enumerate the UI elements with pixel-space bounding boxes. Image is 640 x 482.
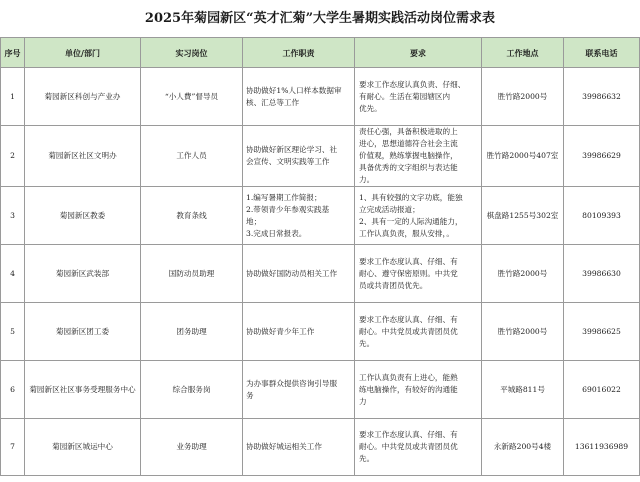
table-row — [1, 245, 640, 303]
cell-position: 综合服务岗 — [141, 361, 243, 419]
cell-requirements-line: 耐心、遵守保密原则。中共党 — [359, 268, 458, 278]
cell-location: 胜竹路2000号407室 — [482, 126, 564, 187]
cell-duties — [243, 361, 355, 419]
table-row — [1, 126, 640, 187]
cell-no: 2 — [1, 126, 25, 187]
header-duties: 工作职责 — [243, 38, 355, 68]
cell-phone: 39986629 — [564, 126, 640, 187]
cell-phone: 69016022 — [564, 361, 640, 419]
table-row — [1, 419, 640, 476]
cell-duties-line: 1.编写暑期工作简报； — [246, 192, 322, 202]
cell-requirements-line: 立完成活动报道； — [359, 204, 420, 214]
cell-duties-line: 会宣传、文明实践等工作 — [246, 157, 330, 166]
cell-duties-line: 协助做好1%人口样本数据审 — [246, 85, 342, 95]
cell-position: 国防动员助理 — [141, 245, 243, 303]
cell-requirements — [355, 361, 482, 419]
cell-requirements — [355, 245, 482, 303]
cell-duties-line: 协助做好新区理论学习、社 — [246, 145, 338, 154]
cell-unit: 菊园新区城运中心 — [25, 419, 141, 476]
cell-position: “小人費”督导员 — [141, 68, 243, 126]
cell-unit: 菊园新区团工委 — [25, 303, 141, 361]
cell-location: 平城路811号 — [482, 361, 564, 419]
cell-requirements-line: 要求工作态度认真、仔细、有 — [359, 430, 458, 439]
cell-position: 团务助理 — [141, 303, 243, 361]
cell-requirements-line: 先。 — [359, 338, 375, 348]
cell-requirements-line: 进心，思想道德符合社会主流 — [359, 139, 458, 148]
cell-duties — [243, 187, 355, 245]
cell-location: 胜竹路2000号 — [482, 68, 564, 126]
header-location: 工作地点 — [482, 38, 564, 68]
cell-unit: 菊园新区社区事务受理服务中心 — [25, 361, 141, 419]
header-phone: 联系电话 — [564, 38, 640, 68]
header-position: 实习岗位 — [141, 38, 243, 68]
cell-no: 6 — [1, 361, 25, 419]
table-row — [1, 361, 640, 419]
job-demand-table — [0, 37, 640, 476]
cell-unit: 菊园新区教委 — [25, 187, 141, 245]
cell-requirements — [355, 187, 482, 245]
cell-duties — [243, 419, 355, 476]
cell-phone: 13611936989 — [564, 419, 640, 476]
cell-unit: 菊园新区科创与产业办 — [25, 68, 141, 126]
cell-requirements — [355, 419, 482, 476]
cell-requirements-line: 员或共青团员优先。 — [359, 280, 428, 290]
cell-no: 4 — [1, 245, 25, 303]
table-row — [1, 187, 640, 245]
cell-phone: 39986632 — [564, 68, 640, 126]
cell-location: 棋盘路1255号302室 — [482, 187, 564, 245]
cell-no: 7 — [1, 419, 25, 476]
cell-position: 教育条线 — [141, 187, 243, 245]
cell-no: 3 — [1, 187, 25, 245]
table-row — [1, 68, 640, 126]
cell-requirements-line: 耐心。中共党员或共青团员优 — [359, 326, 458, 336]
cell-duties-line: 2.带领青少年参观实践基 — [246, 204, 330, 214]
cell-duties — [243, 68, 355, 126]
table-title: 2025年菊园新区“英才汇菊”大学生暑期实践活动岗位需求表 — [144, 11, 496, 26]
cell-phone: 80109393 — [564, 187, 640, 245]
header-row — [1, 38, 640, 68]
cell-duties — [243, 303, 355, 361]
cell-duties-line: 核、汇总等工作 — [246, 97, 300, 107]
cell-unit: 菊园新区武装部 — [25, 245, 141, 303]
cell-requirements-line: 优先。 — [359, 103, 382, 113]
cell-requirements-line: 练电脑操作，有较好的沟通能 — [359, 384, 458, 394]
header-no: 序号 — [1, 38, 25, 68]
cell-duties-line: 务 — [246, 390, 254, 400]
cell-duties-line: 地； — [246, 216, 262, 226]
cell-duties-line: 协助做好国防动员相关工作 — [246, 268, 338, 278]
cell-requirements — [355, 126, 482, 187]
cell-requirements-line: 责任心强，具备积极进取的上 — [359, 127, 458, 136]
cell-duties-line: 协助做好青少年工作 — [246, 326, 315, 336]
cell-position: 业务助理 — [141, 419, 243, 476]
cell-requirements — [355, 68, 482, 126]
cell-requirements-line: 工作认真负责有上进心，能熟 — [359, 372, 458, 382]
cell-position: 工作人员 — [141, 126, 243, 187]
cell-requirements — [355, 303, 482, 361]
cell-requirements-line: 有耐心。生活在菊园辖区内 — [359, 91, 451, 101]
cell-duties — [243, 245, 355, 303]
cell-requirements-line: 2、具有一定的人际沟通能力， — [359, 216, 463, 226]
cell-duties — [243, 126, 355, 187]
cell-location: 胜竹路2000号 — [482, 245, 564, 303]
table-body — [1, 68, 640, 476]
cell-phone: 39986625 — [564, 303, 640, 361]
cell-requirements-line: 要求工作态度认真、仔细、有 — [359, 256, 458, 266]
cell-location: 胜竹路2000号 — [482, 303, 564, 361]
cell-requirements-line: 耐心。中共党员或共青团员优 — [359, 442, 458, 451]
cell-duties-line: 3.完成日常报表。 — [246, 228, 307, 238]
header-requirements: 要求 — [355, 38, 482, 68]
cell-requirements-line: 具备优秀的文字组织与表达能 — [359, 163, 458, 172]
cell-requirements-line: 力。 — [359, 175, 375, 184]
cell-requirements-line: 价值观，熟练掌握电脑操作， — [359, 151, 458, 160]
cell-no: 1 — [1, 68, 25, 126]
cell-duties-line: 协助做好城运相关工作 — [246, 442, 322, 451]
cell-requirements-line: 要求工作态度认真、仔细、有 — [359, 314, 458, 324]
cell-requirements-line: 1、具有较强的文字功底，能独 — [359, 192, 463, 202]
cell-requirements-line: 先。 — [359, 454, 375, 463]
cell-requirements-line: 力 — [359, 396, 367, 406]
cell-requirements-line: 要求工作态度认真负责、仔细、 — [359, 79, 466, 89]
cell-location: 永新路200号4楼 — [482, 419, 564, 476]
table-row — [1, 303, 640, 361]
header-unit: 单位/部门 — [25, 38, 141, 68]
cell-no: 5 — [1, 303, 25, 361]
cell-duties-line: 为办事群众提供咨询引导服 — [246, 378, 338, 388]
cell-requirements-line: 工作认真负责，服从安排，。 — [359, 228, 454, 238]
cell-phone: 39986630 — [564, 245, 640, 303]
cell-unit: 菊园新区社区文明办 — [25, 126, 141, 187]
